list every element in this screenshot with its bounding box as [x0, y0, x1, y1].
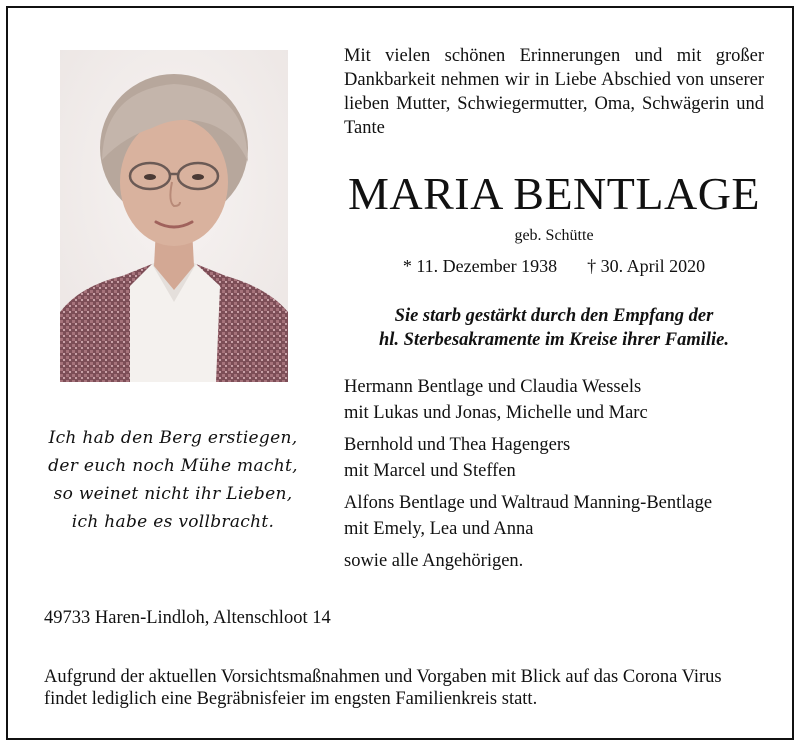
- portrait-illustration: [60, 50, 288, 382]
- poem-line: Ich hab den Berg erstiegen,: [48, 428, 298, 448]
- birth-date: * 11. Dezember 1938: [402, 256, 558, 276]
- portrait-photo: [60, 50, 288, 382]
- family-group: [344, 374, 784, 426]
- life-dates: [344, 254, 764, 278]
- poem-line: ich habe es vollbracht.: [71, 512, 275, 532]
- poem: [38, 424, 308, 536]
- intro-line: Mit vielen schönen Erinnerungen und mit großer: [344, 46, 764, 66]
- family-line: mit Marcel und Steffen: [344, 461, 516, 481]
- obituary-card: [6, 6, 794, 740]
- family-group: [344, 432, 784, 484]
- address: 49733 Haren-Lindloh, Altenschloot 14: [44, 608, 331, 628]
- notice-line: Aufgrund der aktuellen Vorsichtsmaßnahmen und Vorgaben mit Blick auf das Corona Virus: [44, 667, 722, 687]
- family-group: [344, 490, 784, 542]
- family-group: [344, 548, 784, 574]
- family-line: mit Lukas und Jonas, Michelle und Marc: [344, 403, 648, 423]
- family-line: mit Emely, Lea und Anna: [344, 519, 534, 539]
- intro-line: Dankbarkeit nehmen wir in Liebe Abschied von: [344, 70, 705, 90]
- family-line: sowie alle Angehörigen.: [344, 551, 524, 571]
- birth-name: geb. Schütte: [514, 227, 594, 244]
- intro-line: Schwägerin und Tante: [344, 94, 764, 138]
- poem-line: der euch noch Mühe macht,: [48, 456, 298, 476]
- family-list: [344, 374, 784, 580]
- deceased-name: MARIA BENTLAGE: [347, 168, 761, 219]
- family-line: Bernhold und Thea Hagengers: [344, 435, 571, 455]
- faith-line: Sie starb gestärkt durch den Empfang der: [394, 306, 714, 326]
- family-line: Hermann Bentlage und Claudia Wessels: [344, 377, 642, 397]
- funeral-notice: [44, 666, 764, 710]
- intro-line: unserer lieben Mutter, Schwiegermutter, Oma,: [344, 70, 765, 114]
- faith-statement: [344, 304, 764, 352]
- family-line: Alfons Bentlage und Waltraud Manning-Bentlage: [344, 493, 713, 513]
- poem-line: so weinet nicht ihr Lieben,: [53, 484, 293, 504]
- death-date: † 30. April 2020: [587, 256, 706, 276]
- notice-line: findet lediglich eine Begräbnisfeier im engsten Familienkreis statt.: [44, 689, 538, 709]
- faith-line: hl. Sterbesakramente im Kreise ihrer Familie.: [379, 330, 729, 350]
- intro-text: [344, 44, 764, 140]
